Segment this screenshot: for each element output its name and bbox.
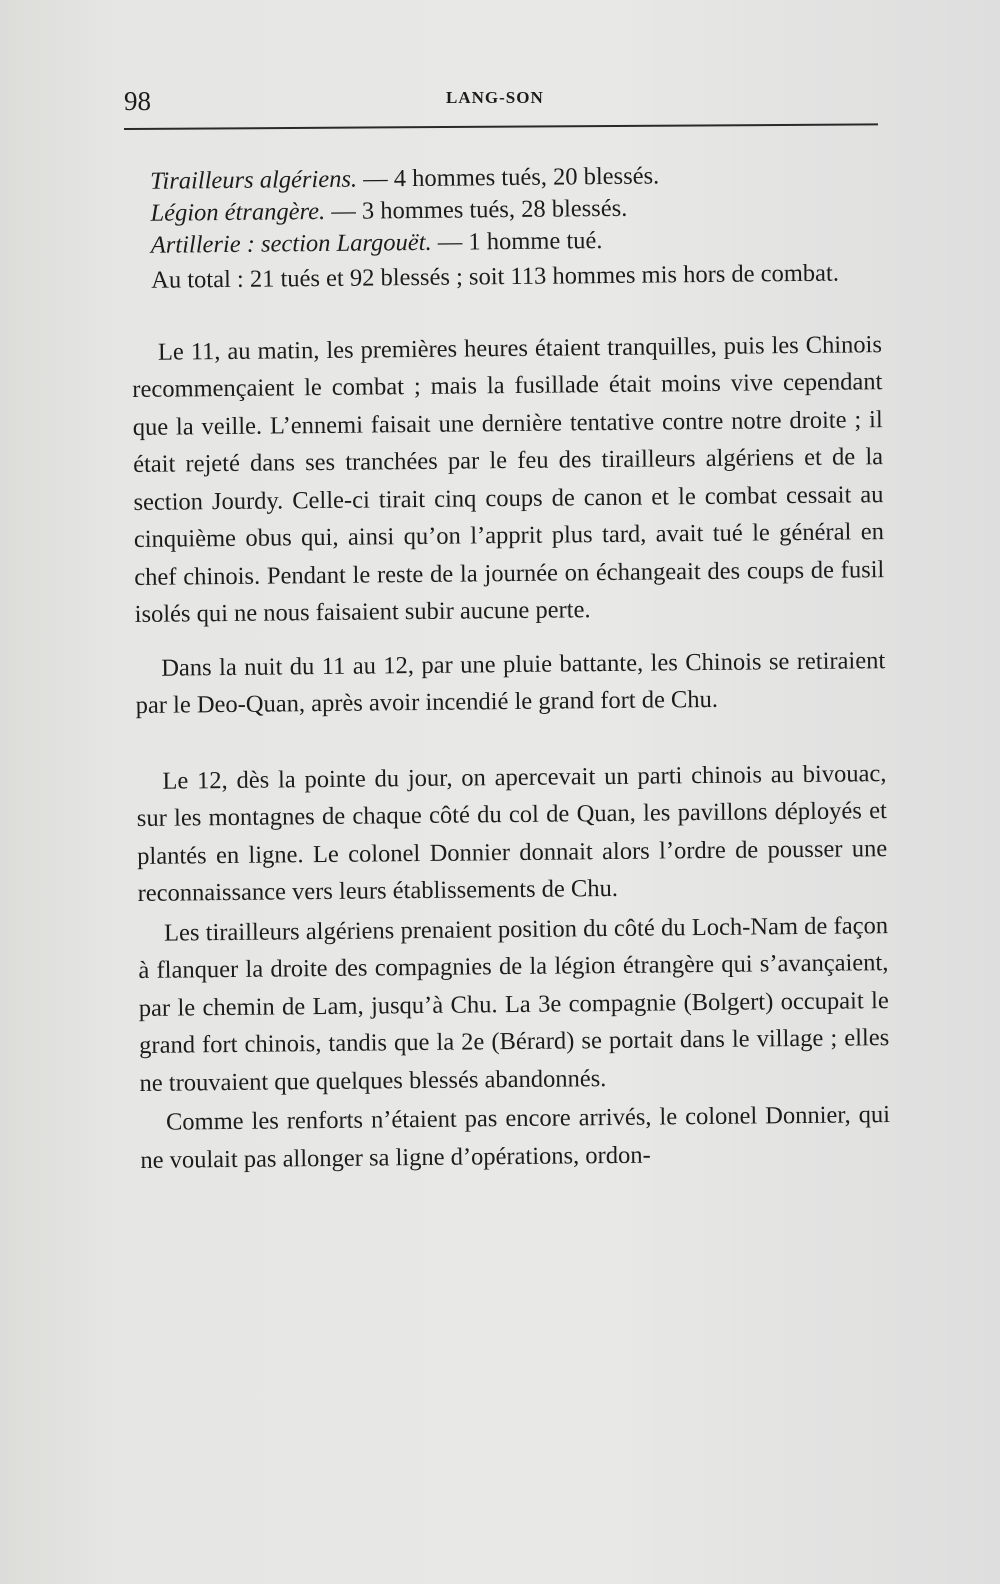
casualty-count: — 4 hommes tués, 20 blessés. — [356, 162, 660, 193]
paragraph: Le 11, au matin, les premières heures étaient tranquilles, puis les Chinois recommençaient le combat ; mais la fusillade était moins vive cependant que la veille. L’ennemi faisait une dernière tentative contre notre droite ; il était rejeté dans ses tranchées par le feu des tirailleurs algériens et de la section Jourdy. Celle-ci tirait cinq coups de canon et le combat cessait au cinquième obus qui, ainsi qu’on l’apprit plus tard, avait tué le général en chef chinois. Pendant le reste de la journée on échangeait des coups de fusil isolés qui ne nous faisaient subir aucune perte. — [132, 330, 885, 628]
paragraph: Les tirailleurs algériens prenaient position du côté du Loch-Nam de façon à flanquer la droite des compagnies de la légion étrangère qui s’avançaient, par le chemin de Lam, jusqu’à Chu. La 3e compagnie (Bolgert) occupait le grand fort chinois, tandis que la 2e (Bérard) se portait dans le village ; elles ne trouvaient que quelques blessés abandonnés. — [138, 911, 890, 1097]
paragraph: Comme les renforts n’étaient pas encore arrivés, le colonel Donnier, qui ne voulait pas allonger sa ligne d’opérations, ordon- — [140, 1101, 891, 1174]
page-body — [130, 158, 891, 1195]
page-number: 98 — [124, 86, 151, 116]
paragraph: Le 12, dès la pointe du jour, on apercevait un parti chinois au bivouac, sur les montagnes de chaque côté du col de Quan, les pavillons déployés et plantés en ligne. Le colonel Donnier donnait alors l’ordre de pousser une reconnaissance vers leurs établissements de Chu. — [136, 759, 888, 907]
running-head: LANG-SON — [446, 88, 544, 107]
casualty-count: — 3 hommes tués, 28 blessés. — [325, 194, 628, 225]
casualty-total: Au total : 21 tués et 92 blessés ; soit 113 hommes mis hors de combat. — [151, 259, 840, 294]
casualty-count: — 1 homme tué. — [431, 227, 603, 256]
casualty-unit: Légion étrangère. — [150, 197, 326, 227]
paragraph: Dans la nuit du 11 au 12, par une pluie battante, les Chinois se retiraient par le Deo-Quan, après avoir incendié le grand fort de Chu. — [135, 646, 886, 719]
casualty-unit: Tirailleurs algériens. — [150, 165, 358, 195]
casualty-unit: Artillerie : section Largouët. — [150, 228, 432, 259]
page-header — [124, 86, 878, 126]
